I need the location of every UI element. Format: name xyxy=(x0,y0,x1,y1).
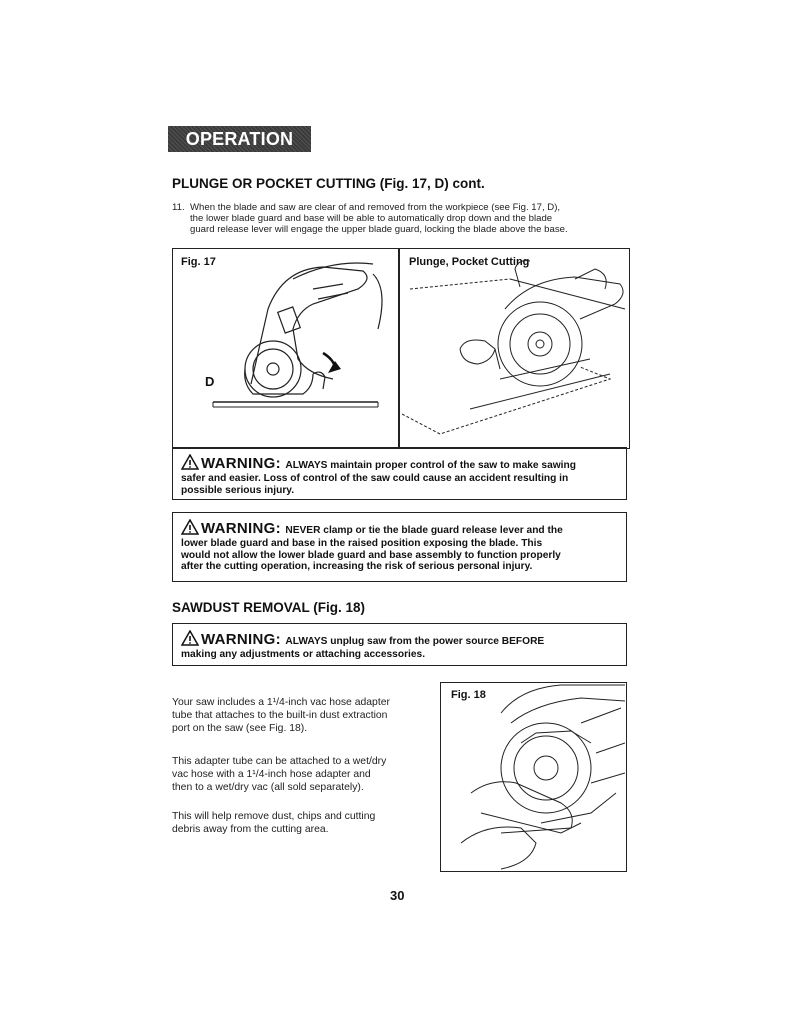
step-line: the lower blade guard and base will be able to automatically drop down and the blade xyxy=(190,213,553,224)
warning-title: WARNING: xyxy=(201,520,281,537)
body-line: This adapter tube can be attached to a wet/dry xyxy=(172,756,387,767)
warning-triangle-icon xyxy=(181,519,199,535)
warning-title: WARNING: xyxy=(201,455,281,472)
warning-triangle-icon xyxy=(181,630,199,646)
sawdust-paragraph-2 xyxy=(172,755,427,794)
body-line: Your saw includes a 1¹/4-inch vac hose adapter xyxy=(172,697,390,708)
step-line: guard release lever will engage the upper blade guard, locking the blade above the base. xyxy=(190,224,568,235)
sawdust-paragraph-1 xyxy=(172,696,427,735)
body-line: tube that attaches to the built-in dust extraction xyxy=(172,710,388,721)
fig18-illustration xyxy=(441,683,625,870)
warning-line: safer and easier. Loss of control of the saw could cause an accident resulting in xyxy=(181,473,569,484)
fig18-label: Fig. 18 xyxy=(451,689,486,701)
warning-line: after the cutting operation, increasing the risk of serious personal injury. xyxy=(181,561,533,572)
fig17-right-illustration xyxy=(400,249,628,447)
sawdust-paragraph-3 xyxy=(172,810,427,836)
step-number: 11. xyxy=(172,202,185,213)
warning-first-line xyxy=(181,630,621,649)
warning-box-unplug xyxy=(172,623,627,666)
body-line: vac hose with a 1¹/4-inch hose adapter and xyxy=(172,769,371,780)
step-line: When the blade and saw are clear of and removed from the workpiece (see Fig. 17, D), xyxy=(190,202,561,213)
warning-line: would not allow the lower blade guard and base assembly to function properly xyxy=(181,549,561,561)
warning-line: possible serious injury. xyxy=(181,484,295,496)
body-line: port on the saw (see Fig. 18). xyxy=(172,723,308,734)
body-line: debris away from the cutting area. xyxy=(172,824,329,835)
warning-box-control xyxy=(172,447,627,500)
fig17-right-label: Plunge, Pocket Cutting xyxy=(409,256,530,268)
section-banner: OPERATION cont. xyxy=(168,126,311,152)
warning-line: NEVER clamp or tie the blade guard release lever and the xyxy=(285,525,563,536)
page-number: 30 xyxy=(390,888,405,903)
warning-line: lower blade guard and base in the raised position exposing the blade. This xyxy=(181,538,543,549)
warning-line: ALWAYS maintain proper control of the saw to make sawing xyxy=(285,460,576,471)
sawdust-heading: SAWDUST REMOVAL (Fig. 18) xyxy=(172,600,366,615)
warning-line: making any adjustments or attaching accessories. xyxy=(181,649,426,660)
warning-first-line xyxy=(181,519,621,538)
figure-18 xyxy=(440,682,627,872)
figure-17 xyxy=(172,248,630,449)
fig17-left-illustration xyxy=(173,249,398,447)
warning-first-line xyxy=(181,454,621,473)
step-text xyxy=(190,202,645,235)
warning-title: WARNING: xyxy=(201,631,281,648)
warning-box-guard xyxy=(172,512,627,582)
fig17-label: Fig. 17 xyxy=(181,256,216,268)
warning-line: ALWAYS unplug saw from the power source BEFORE xyxy=(285,636,545,647)
body-line: then to a wet/dry vac (all sold separately). xyxy=(172,782,364,793)
plunge-heading: PLUNGE OR POCKET CUTTING (Fig. 17, D) cont. xyxy=(172,176,485,191)
body-line: This will help remove dust, chips and cutting xyxy=(172,811,376,822)
warning-triangle-icon xyxy=(181,454,199,470)
fig17-callout-d: D xyxy=(205,374,215,389)
